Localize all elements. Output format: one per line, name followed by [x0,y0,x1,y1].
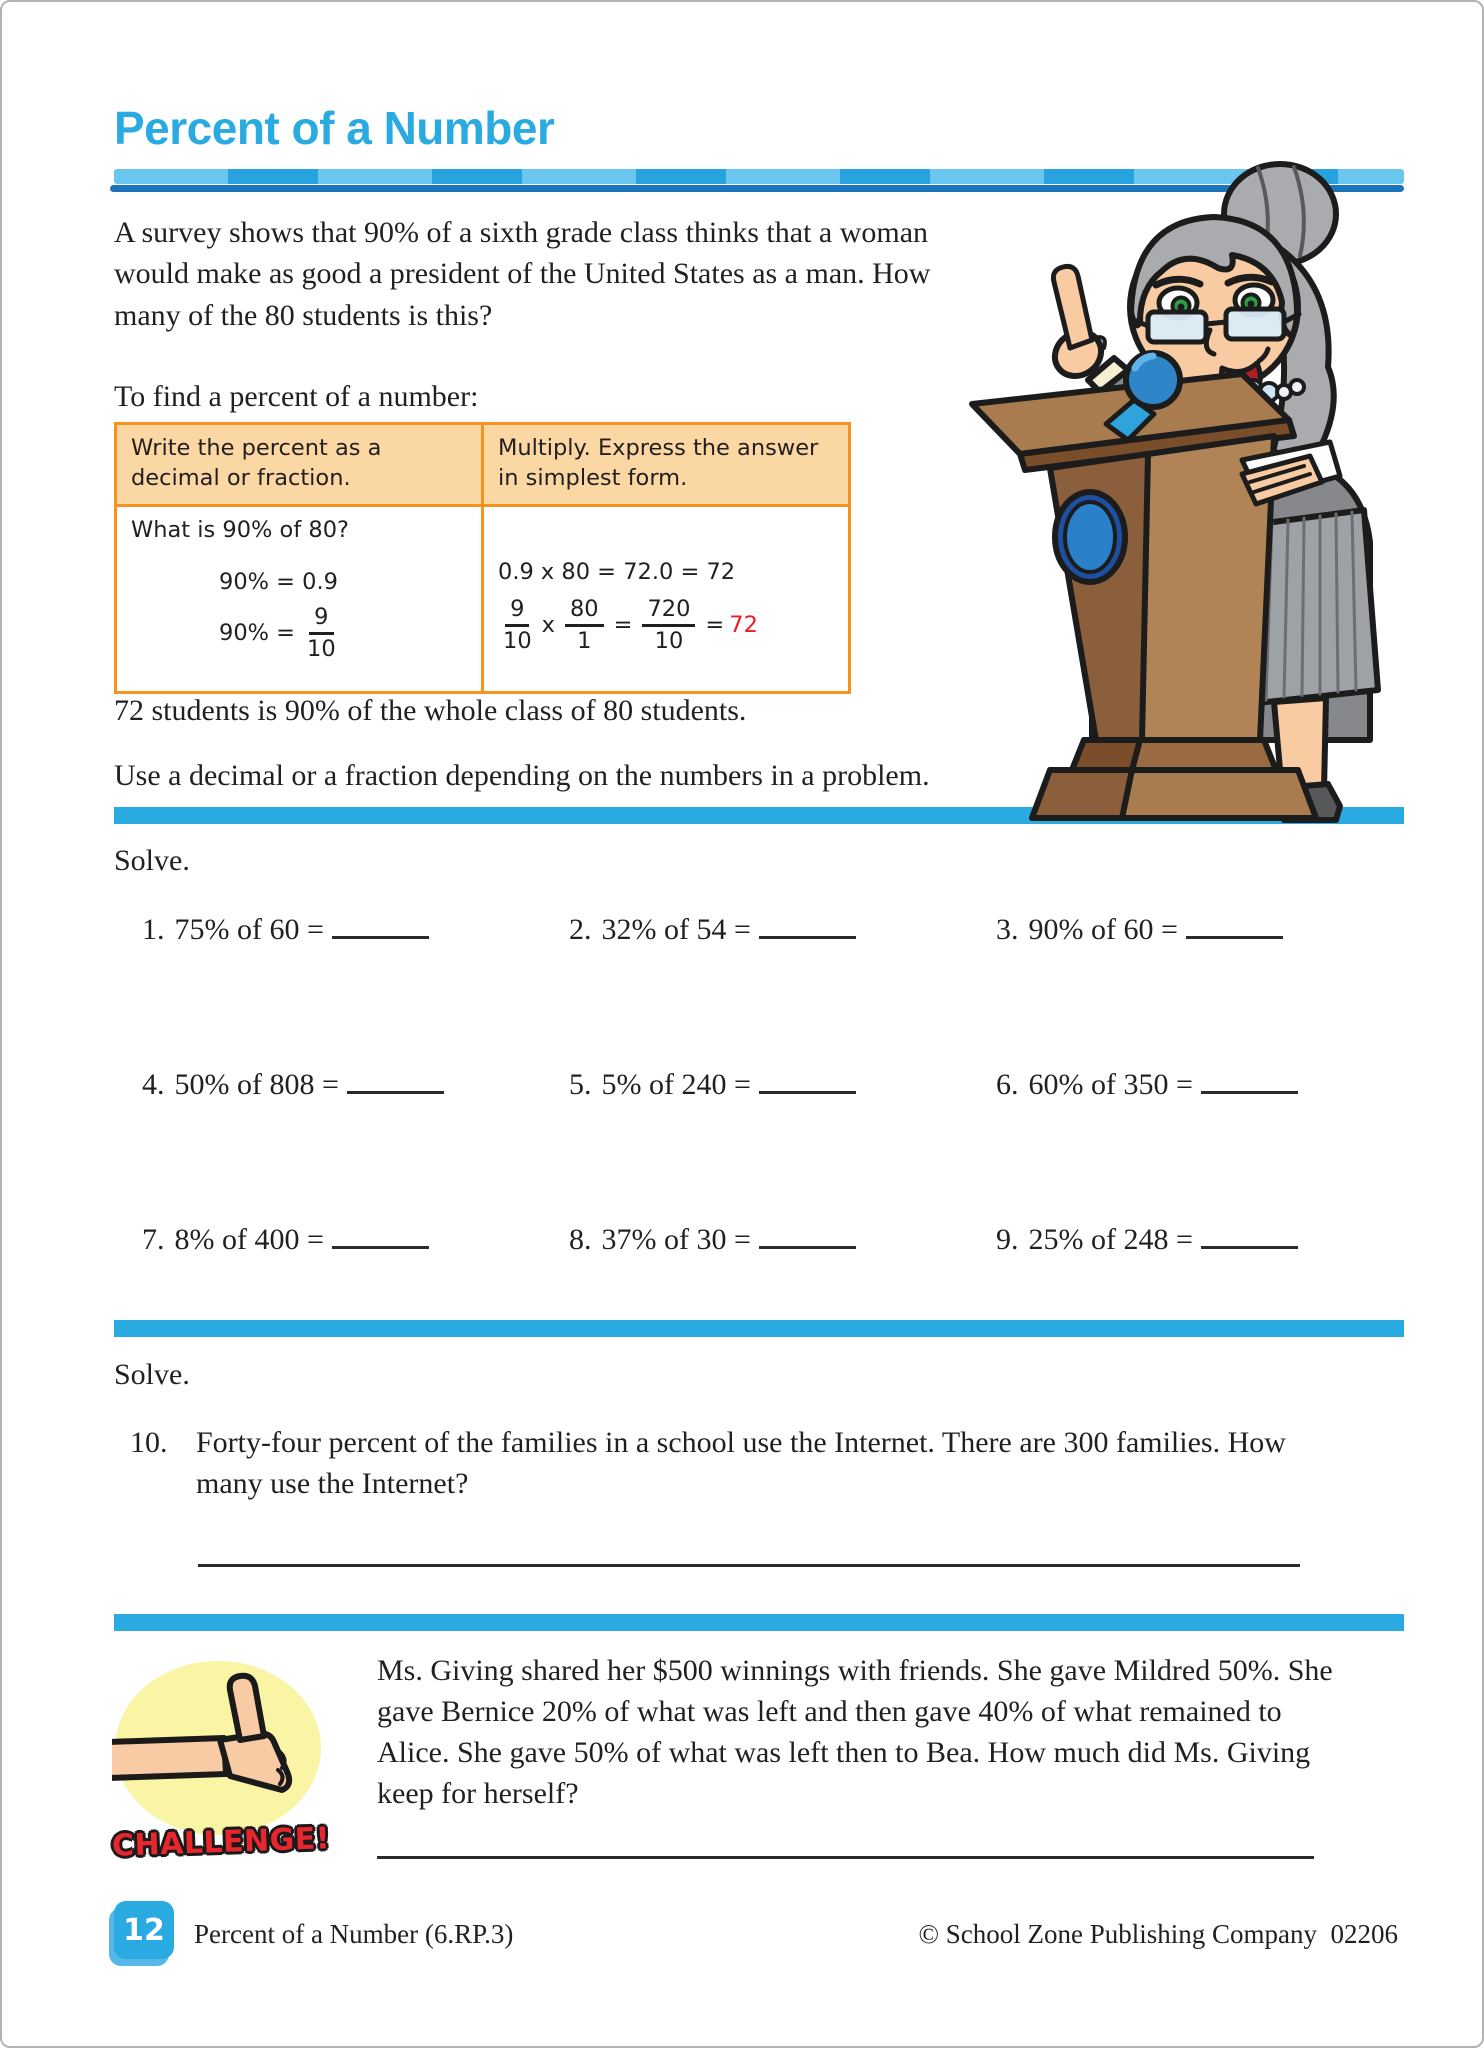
answer-blank [1201,1218,1298,1249]
answer-value: 72 [729,612,758,639]
answer-blank [332,1218,429,1249]
example-table [114,422,851,694]
problem-text: Forty-four percent of the families in a school use the Internet. There are 300 families. How many use the Internet? [196,1426,1286,1501]
challenge-label: CHALLENGE! [111,1821,331,1864]
fraction: $\frac{9}{10}$ [503,595,532,654]
problem-number: 10. [130,1426,168,1459]
woman-speaking-at-podium-illustration [942,142,1387,827]
problem-item: 6. 60% of 350 = [996,1063,1298,1102]
fraction: $\frac{9}{10}$ [307,603,336,662]
answer-blank [759,908,856,939]
answer-blank [1201,1063,1298,1094]
problem-item: 3. 90% of 60 = [996,908,1283,947]
page-number-badge: 12 [114,1901,174,1959]
challenge-text: Ms. Giving shared her $500 winnings with friends. She gave Mildred 50%. She gave Bernice 20% of what was left and then gave 40% of what remained to Alice. She gave 50% of what was left then to Bea. How much did Ms. Giving keep for herself? [377,1654,1333,1811]
decimal-multiply-step: 0.9 x 80 = 72.0 = 72 [498,558,736,585]
problem-item: 9. 25% of 248 = [996,1218,1298,1257]
example-summary: 72 students is 90% of the whole class of 80 students. [114,694,747,727]
problem-item: 7. 8% of 400 = [142,1218,569,1257]
tip-text: Use a decimal or a fraction depending on the numbers in a problem. [114,759,930,792]
page-title: Percent of a Number [114,102,555,154]
problem-item: 2. 32% of 54 = [569,908,996,947]
answer-blank [759,1218,856,1249]
problem-row [142,1218,1422,1257]
solve-label: Solve. [114,844,190,877]
problem-item: 8. 37% of 30 = [569,1218,996,1257]
fraction-step: 90% = $\frac{9}{10}$ [219,603,336,662]
example-question: What is 90% of 80? [131,516,349,543]
answer-line [198,1530,1300,1567]
answer-blank [347,1063,444,1094]
table-header-right: Multiply. Express the answer in simplest form. [483,424,850,506]
section-divider-bar [114,1614,1404,1631]
table-header-left: Write the percent as a decimal or fraction. [116,424,483,506]
answer-blank [1186,908,1283,939]
table-cell-right [483,505,850,692]
decimal-step: 90% = 0.9 [219,568,338,595]
answer-blank [759,1063,856,1094]
problem-row [142,908,1422,947]
word-problem [130,1422,1380,1505]
problem-item: 5. 5% of 240 = [569,1063,996,1102]
fraction: $\frac{80}{1}$ [565,597,604,654]
table-cell-left [116,505,483,692]
fraction-multiply-step: $\frac{9}{10}$ x $\frac{80}{1}$ = $\frac{720}{10}$ = 72 [503,595,758,654]
intro-paragraph: A survey shows that 90% of a sixth grade class thinks that a woman would make as good a president of the United States as a man. How many of the 80 students is this? [114,216,931,332]
problem-item: 4. 50% of 808 = [142,1063,569,1102]
solve-label: Solve. [114,1358,190,1391]
method-heading: To find a percent of a number: [114,380,479,413]
answer-blank [332,908,429,939]
footer-left-text: Percent of a Number (6.RP.3) [194,1919,514,1949]
answer-line [377,1822,1314,1859]
problem-row [142,1063,1422,1102]
problem-item: 1. 75% of 60 = [142,908,569,947]
challenge-badge [112,1656,330,1864]
section-divider-bar [114,1320,1404,1337]
footer-copyright: © School Zone Publishing Company 02206 [918,1919,1398,1949]
fraction: $\frac{720}{10}$ [642,597,695,654]
